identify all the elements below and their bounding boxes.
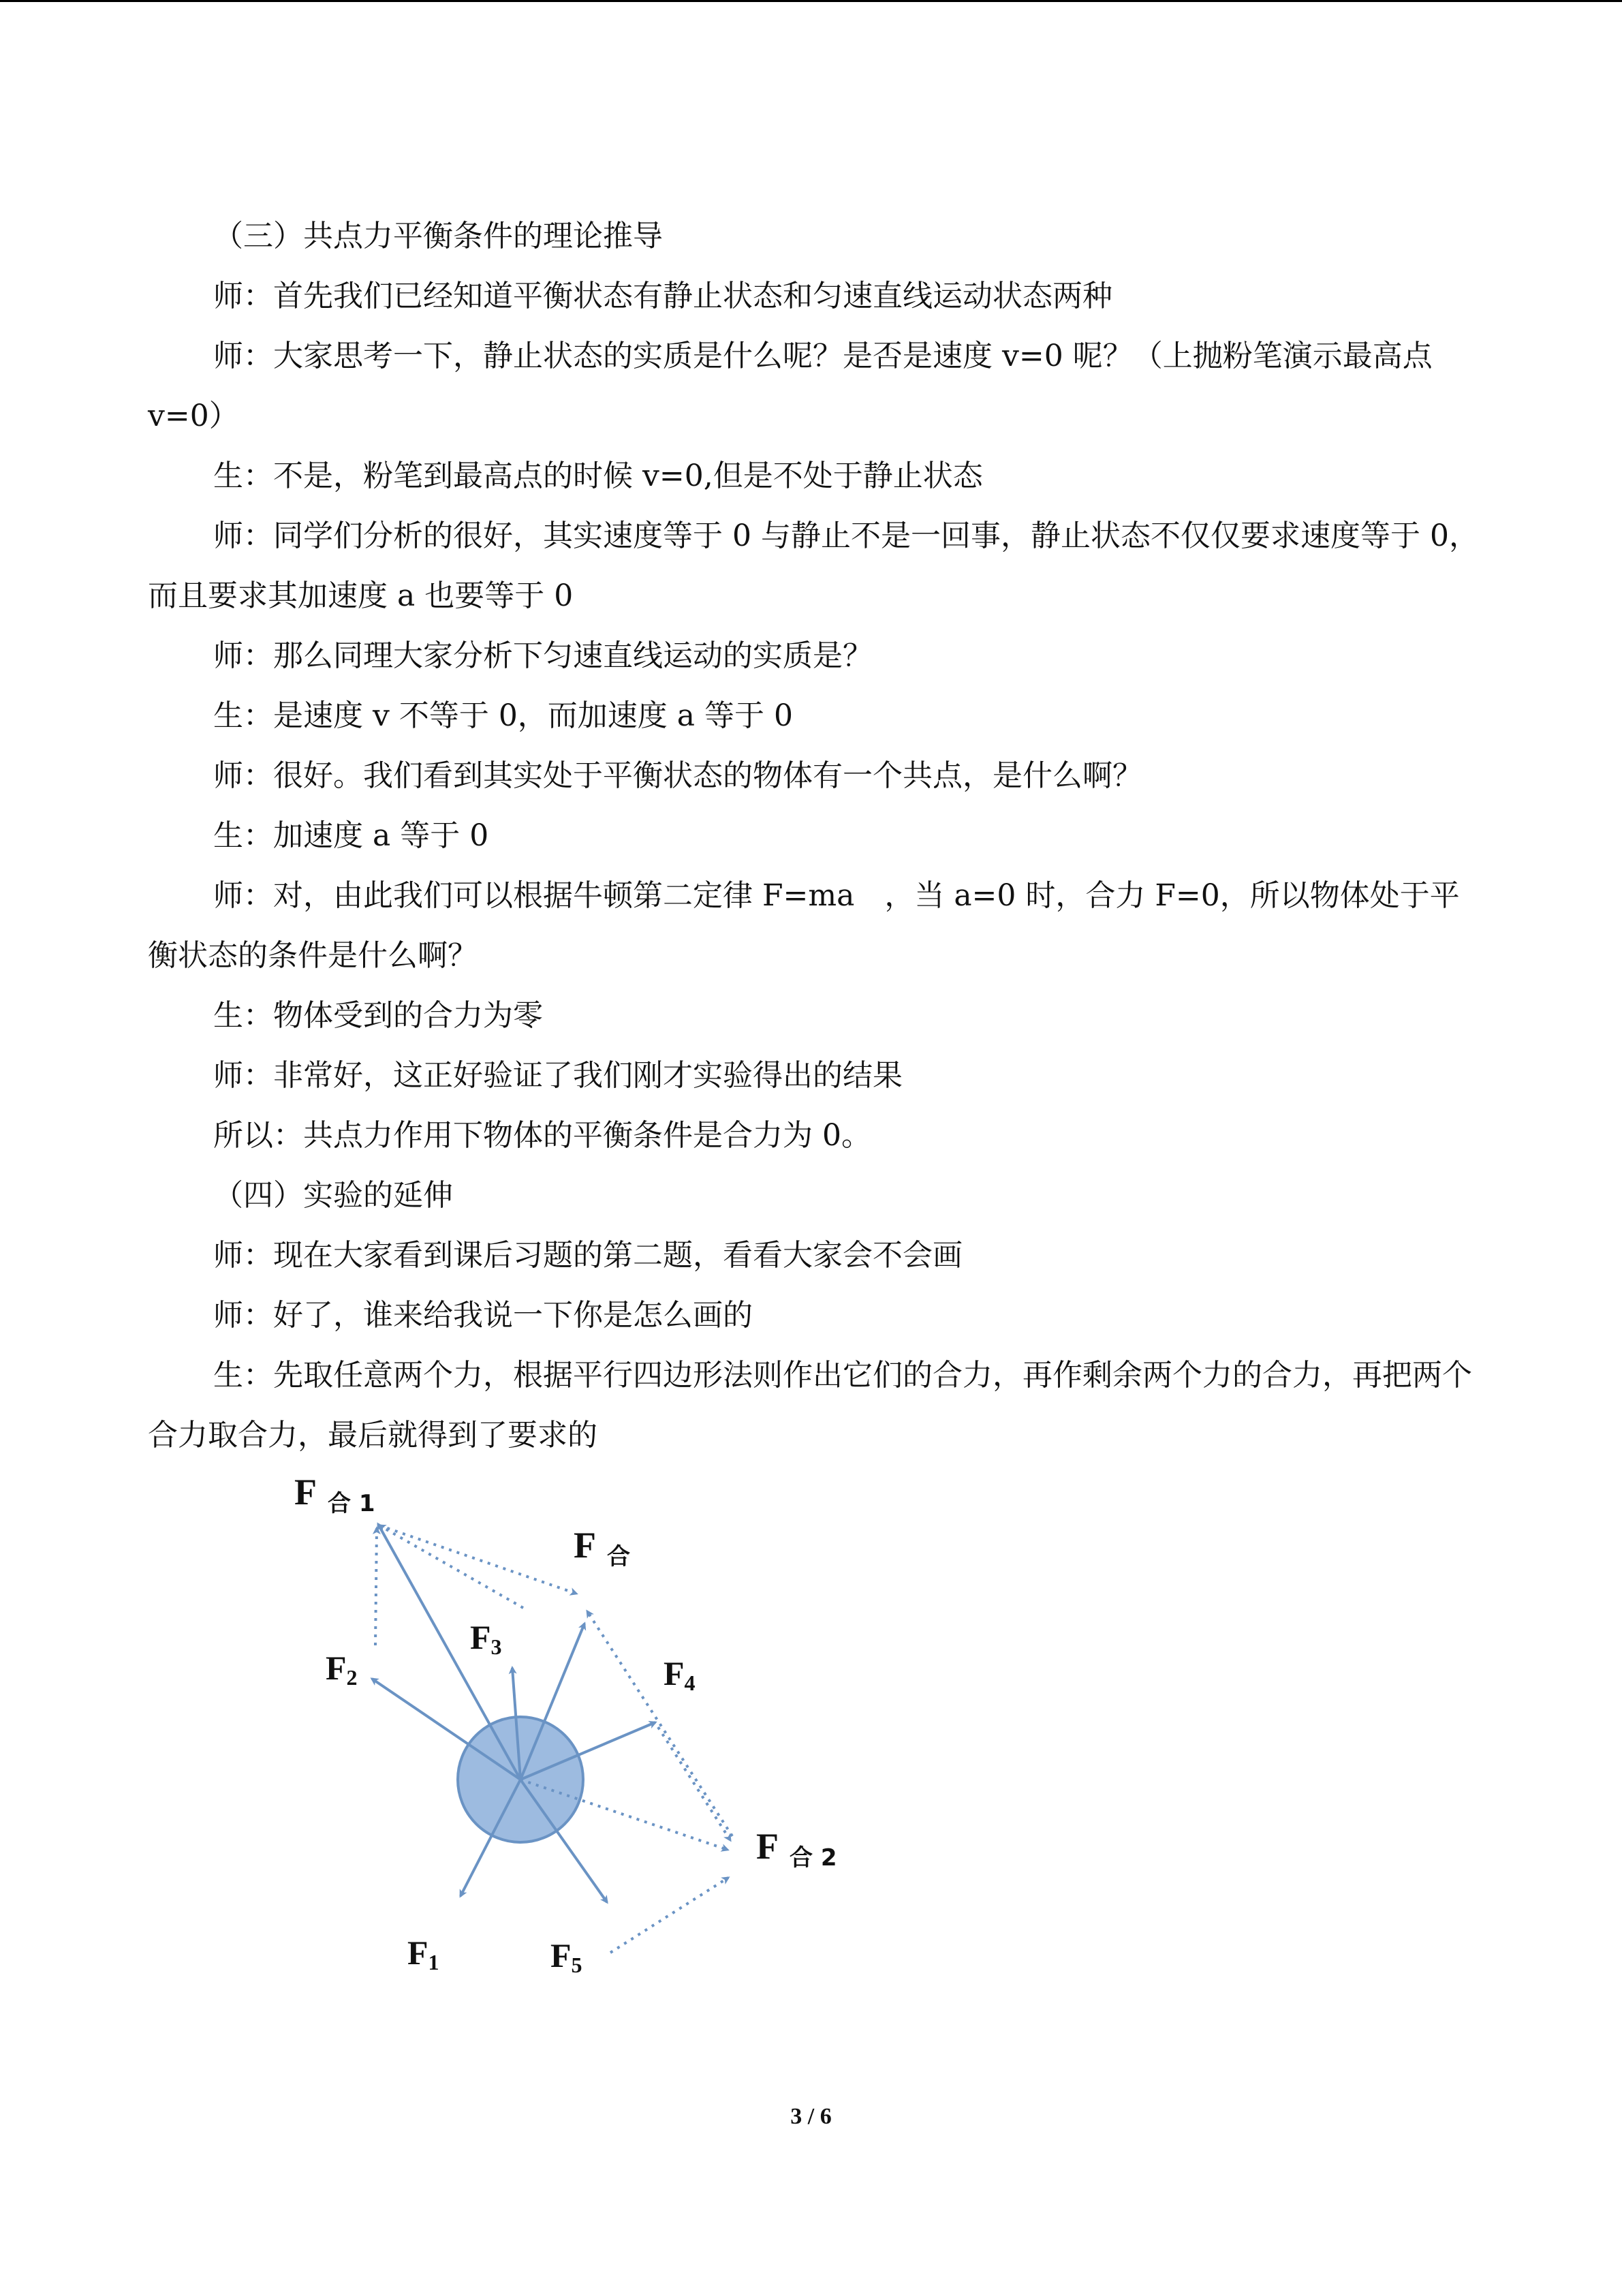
- paragraph: 生：先取任意两个力，根据平行四边形法则作出它们的合力，再作剩余两个力的合力，再把两个合力取合力，最后就得到了要求的: [148, 1358, 1472, 1453]
- label-f1: $F_1$: [407, 1934, 439, 1974]
- label-f5: $F_5$: [550, 1936, 582, 1977]
- paragraph: 所以：共点力作用下物体的平衡条件是合力为 0。: [213, 1118, 871, 1153]
- arrow-f-he: [520, 1624, 584, 1780]
- paragraph: 生：是速度 v 不等于 0，而加速度 a 等于 0: [213, 698, 793, 733]
- label-f3: $F_3$: [470, 1618, 502, 1659]
- arrow-f5: [520, 1780, 607, 1902]
- paragraph: 师：对，由此我们可以根据牛顿第二定律 F=ma ，当 a=0 时，合力 F=0，所以物体处于平衡状态的条件是什么啊？: [148, 878, 1460, 973]
- section-heading: （四）实验的延伸: [213, 1178, 453, 1213]
- paragraph: 师：大家思考一下，静止状态的实质是什么呢？是否是速度 v=0 呢？（上抛粉笔演示最高点 v=0）: [148, 339, 1433, 433]
- label-f-he: F $_合$: [574, 1525, 630, 1570]
- dotted-f2-to-he1: [375, 1528, 377, 1645]
- dotted-center-to-he2: [520, 1780, 728, 1850]
- document-body: [148, 206, 1483, 1465]
- arrow-f3: [512, 1668, 520, 1780]
- label-f-he1: F $_{合 1}$: [294, 1472, 375, 1517]
- dotted-he1-to-he: [379, 1525, 576, 1594]
- arrow-f4: [520, 1722, 655, 1780]
- paragraph: 生：加速度 a 等于 0: [213, 818, 489, 853]
- dotted-f5-to-he2: [610, 1878, 728, 1953]
- paragraph: 师：好了，谁来给我说一下你是怎么画的: [213, 1298, 753, 1333]
- section-heading: （三）共点力平衡条件的理论推导: [213, 219, 663, 253]
- paragraph: 师：现在大家看到课后习题的第二题，看看大家会不会画: [213, 1238, 963, 1273]
- object-circle: [458, 1717, 583, 1842]
- paragraph: 师：首先我们已经知道平衡状态有静止状态和匀速直线运动状态两种: [213, 279, 1112, 313]
- label-f2: $F_2$: [326, 1649, 358, 1690]
- label-f-he2: F $_{合 2}$: [756, 1826, 837, 1872]
- paragraph: 师：非常好，这正好验证了我们刚才实验得出的结果: [213, 1058, 903, 1093]
- paragraph: 生：不是，粉笔到最高点的时候 v=0,但是不处于静止状态: [213, 459, 983, 493]
- dotted-f3-to-he1: [379, 1525, 523, 1608]
- arrow-f2: [372, 1679, 520, 1780]
- paragraph: 师：同学们分析的很好，其实速度等于 0 与静止不是一回事，静止状态不仅仅要求速度等于 0，而且要求其加速度 a 也要等于 0: [148, 518, 1479, 613]
- arrow-f1: [461, 1780, 520, 1896]
- dotted-he2-to-he: [587, 1611, 732, 1836]
- page-number: 3 / 6: [790, 2104, 832, 2129]
- paragraph: 生：物体受到的合力为零: [213, 998, 543, 1033]
- paragraph: 师：很好。我们看到其实处于平衡状态的物体有一个共点，是什么啊？: [213, 758, 1142, 793]
- label-f4: $F_4$: [664, 1654, 696, 1695]
- dotted-f4-to-he2: [658, 1727, 730, 1840]
- paragraph: 师：那么同理大家分析下匀速直线运动的实质是？: [213, 638, 873, 673]
